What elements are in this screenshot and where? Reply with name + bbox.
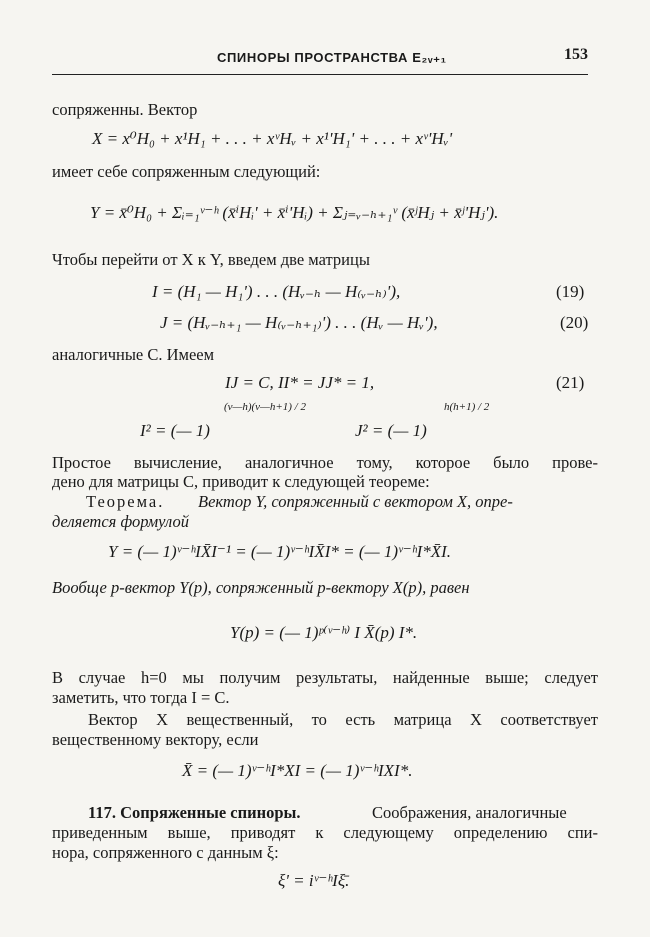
paragraph-7-line-1: В случае h=0 мы получим результаты, найденные выше; следует [52,668,598,687]
equation-20-number: (20) [560,313,589,332]
equation-j-squared: J² = (— 1) [355,421,427,440]
theorem-label: Теорема. [86,492,165,511]
paragraph-7-line-2: заметить, что тогда I = C. [52,688,230,707]
section-line-1: Соображения, аналогичные [372,803,567,822]
paragraph-1: сопряженны. Вектор [52,100,198,119]
running-title: СПИНОРЫ ПРОСТРАНСТВА E₂ᵥ₊₁ [217,50,447,65]
equation-xi: ξ' = iᵛ⁻ʰIξ̄. [278,871,350,890]
paragraph-5-line-2: дено для матрицы C, приводит к следующей теореме: [52,472,430,491]
equation-j-squared-exponent: h(h+1) / 2 [444,401,490,413]
theorem-line-2: деляется формулой [52,512,189,531]
equation-21-number: (21) [556,373,585,392]
paragraph-8-line-1: Вектор X вещественный, то есть матрица X соответствует [88,710,598,729]
paragraph-8-line-2: вещественному вектору, если [52,730,259,749]
section-line-2: приведенным выше, приводят к следующему определению спи- [52,823,598,842]
section-line-3: нора, сопряженного с данным ξ: [52,843,279,862]
equation-real: X̄ = (— 1)ᵛ⁻ʰI*XI = (— 1)ᵛ⁻ʰIXI*. [182,761,413,780]
equation-21: IJ = C, II* = JJ* = 1, [225,373,375,392]
equation-y: Y = x̄⁰H₀ + Σᵢ₌₁ᵛ⁻ʰ (x̄ⁱHᵢ' + x̄ⁱ'Hᵢ) + Σⱼ₌ᵥ₋ₕ₊₁ᵛ (x̄ʲHⱼ + x̄ʲ'Hⱼ'). [90,203,499,222]
paragraph-6: Вообще p-вектор Y(p), сопряженный p-вектору X(p), равен [52,578,470,597]
equation-x: X = x⁰H₀ + x¹H₁ + . . . + xᵛHᵥ + x¹'H₁' + . . . + xᵛ'Hᵥ' [92,129,453,148]
paragraph-4: аналогичные C. Имеем [52,345,215,364]
page-number: 153 [564,46,588,63]
equation-20: J = (Hᵥ₋ₕ₊₁ — H₍ᵥ₋ₕ₊₁₎') . . . (Hᵥ — Hᵥ'), [160,313,438,332]
section-heading: 117. Сопряженные спиноры. [88,803,301,822]
equation-p-vector: Y(p) = (— 1)ᵖ⁽ᵛ⁻ʰ⁾ I X̄(p) I*. [230,623,418,642]
equation-theorem: Y = (— 1)ᵛ⁻ʰIX̄I⁻¹ = (— 1)ᵛ⁻ʰIX̄I* = (— 1)ᵛ⁻ʰI*X̄I. [108,542,452,561]
theorem-line-1: Вектор Y, сопряженный с вектором X, опре- [198,492,513,511]
paragraph-3: Чтобы перейти от X к Y, введем две матрицы [52,250,370,269]
running-header [52,46,588,75]
equation-i-squared: I² = (— 1) [140,421,210,440]
equation-i-squared-exponent: (ν—h)(ν—h+1) / 2 [224,401,306,413]
equation-19: I = (H₁ — H₁') . . . (Hᵥ₋ₕ — H₍ᵥ₋ₕ₎'), [152,282,401,301]
paragraph-5-line-1: Простое вычисление, аналогичное тому, которое было прове- [52,453,598,472]
equation-19-number: (19) [556,282,585,301]
paragraph-2: имеет себе сопряженным следующий: [52,162,321,181]
